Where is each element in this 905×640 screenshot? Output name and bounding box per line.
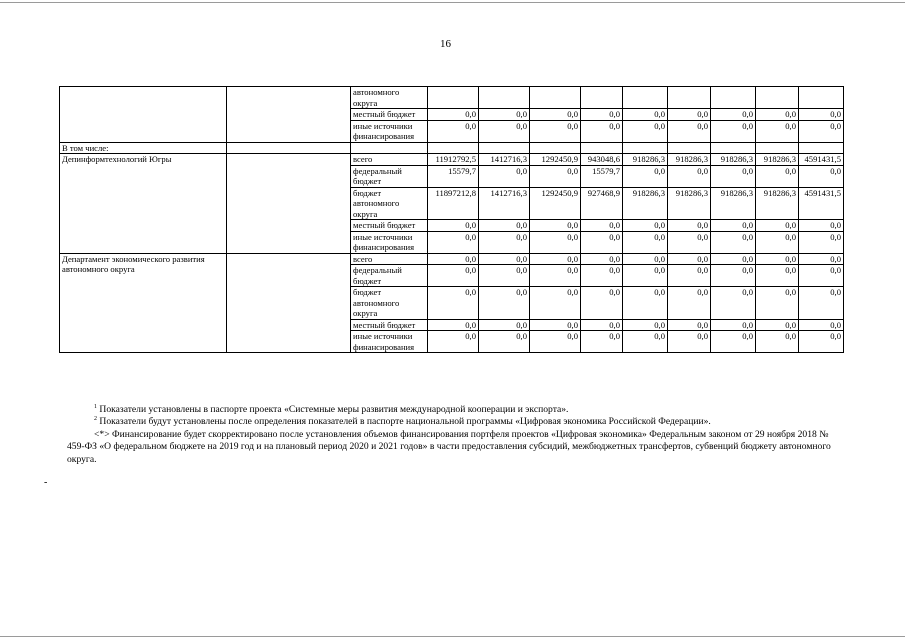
value-cell: 0,0 <box>668 120 711 142</box>
value-cell: 1412716,3 <box>479 154 530 166</box>
blank-cell <box>60 87 227 143</box>
value-cell: 1292450,9 <box>530 187 581 220</box>
value-cell: 0,0 <box>581 109 623 121</box>
footnote-2 <box>67 416 839 428</box>
value-cell: 0,0 <box>799 331 844 353</box>
value-cell <box>668 87 711 109</box>
value-cell: 0,0 <box>756 265 799 287</box>
value-cell: 0,0 <box>711 109 756 121</box>
value-cell: 0,0 <box>756 287 799 320</box>
source-cell: всего <box>351 154 428 166</box>
value-cell: 0,0 <box>428 109 479 121</box>
value-cell: 11912792,5 <box>428 154 479 166</box>
value-cell: 0,0 <box>581 220 623 232</box>
value-cell: 918286,3 <box>668 154 711 166</box>
source-cell: местный бюджет <box>351 319 428 331</box>
blank-cell <box>227 154 351 254</box>
value-cell: 918286,3 <box>756 154 799 166</box>
value-cell: 0,0 <box>623 265 668 287</box>
value-cell <box>530 87 581 109</box>
value-cell: 1412716,3 <box>479 187 530 220</box>
table-row <box>60 253 844 265</box>
value-cell: 0,0 <box>428 287 479 320</box>
value-cell: 0,0 <box>668 287 711 320</box>
value-cell: 0,0 <box>428 231 479 253</box>
financing-table <box>59 86 844 353</box>
blank-cell <box>227 87 351 143</box>
value-cell: 0,0 <box>428 331 479 353</box>
footnote-3 <box>67 429 839 466</box>
value-cell <box>711 87 756 109</box>
blank-cell <box>581 142 623 154</box>
value-cell: 4591431,5 <box>799 154 844 166</box>
value-cell: 943048,6 <box>581 154 623 166</box>
value-cell: 0,0 <box>756 253 799 265</box>
blank-cell <box>668 142 711 154</box>
value-cell: 15579,7 <box>581 165 623 187</box>
page-number: 16 <box>440 38 451 50</box>
value-cell: 0,0 <box>530 231 581 253</box>
value-cell: 0,0 <box>428 120 479 142</box>
value-cell <box>623 87 668 109</box>
value-cell: 0,0 <box>479 265 530 287</box>
value-cell: 0,0 <box>581 253 623 265</box>
value-cell: 918286,3 <box>711 187 756 220</box>
value-cell: 0,0 <box>530 287 581 320</box>
blank-cell <box>530 142 581 154</box>
source-cell: бюджет автономного округа <box>351 187 428 220</box>
value-cell: 0,0 <box>668 319 711 331</box>
value-cell: 0,0 <box>530 253 581 265</box>
in-that-number: В том числе: <box>60 142 227 154</box>
footnote-1 <box>67 404 839 416</box>
value-cell: 918286,3 <box>756 187 799 220</box>
value-cell: 0,0 <box>479 231 530 253</box>
value-cell: 0,0 <box>623 120 668 142</box>
value-cell: 0,0 <box>711 287 756 320</box>
value-cell: 0,0 <box>479 253 530 265</box>
value-cell: 0,0 <box>711 331 756 353</box>
value-cell: 0,0 <box>799 165 844 187</box>
value-cell: 0,0 <box>479 287 530 320</box>
footnote-1-mark: 1 <box>94 404 97 410</box>
value-cell: 918286,3 <box>623 187 668 220</box>
value-cell: 4591431,5 <box>799 187 844 220</box>
executor-name: Департамент экономического развития автономного округа <box>60 253 227 353</box>
value-cell: 918286,3 <box>623 154 668 166</box>
value-cell: 0,0 <box>623 165 668 187</box>
table-row <box>60 142 844 154</box>
value-cell: 0,0 <box>756 331 799 353</box>
value-cell: 0,0 <box>799 265 844 287</box>
blank-cell <box>623 142 668 154</box>
value-cell: 0,0 <box>479 319 530 331</box>
blank-cell <box>756 142 799 154</box>
financing-table-body <box>60 87 844 353</box>
footnotes <box>67 404 839 466</box>
value-cell: 0,0 <box>711 120 756 142</box>
value-cell: 0,0 <box>668 331 711 353</box>
source-cell: федеральный бюджет <box>351 265 428 287</box>
value-cell: 1292450,9 <box>530 154 581 166</box>
value-cell: 0,0 <box>799 231 844 253</box>
value-cell: 0,0 <box>711 165 756 187</box>
value-cell: 0,0 <box>428 319 479 331</box>
value-cell: 0,0 <box>581 331 623 353</box>
value-cell: 0,0 <box>428 253 479 265</box>
value-cell: 0,0 <box>530 109 581 121</box>
value-cell: 0,0 <box>756 165 799 187</box>
value-cell: 0,0 <box>530 220 581 232</box>
value-cell: 0,0 <box>756 231 799 253</box>
value-cell: 0,0 <box>530 265 581 287</box>
value-cell: 0,0 <box>799 287 844 320</box>
value-cell: 918286,3 <box>711 154 756 166</box>
value-cell: 0,0 <box>799 319 844 331</box>
value-cell: 0,0 <box>623 109 668 121</box>
scan-edge-bottom <box>0 636 905 637</box>
margin-mark: - <box>44 477 48 488</box>
value-cell <box>756 87 799 109</box>
value-cell <box>428 87 479 109</box>
value-cell: 0,0 <box>711 253 756 265</box>
blank-cell <box>799 142 844 154</box>
value-cell: 0,0 <box>668 253 711 265</box>
value-cell: 0,0 <box>756 109 799 121</box>
value-cell: 0,0 <box>623 331 668 353</box>
value-cell: 0,0 <box>756 319 799 331</box>
blank-cell <box>227 142 351 154</box>
value-cell: 11897212,8 <box>428 187 479 220</box>
value-cell: 0,0 <box>711 231 756 253</box>
value-cell <box>581 87 623 109</box>
blank-cell <box>351 142 428 154</box>
source-cell: местный бюджет <box>351 109 428 121</box>
table-row <box>60 87 844 109</box>
value-cell: 0,0 <box>428 265 479 287</box>
footnote-1-text: Показатели установлены в паспорте проекта «Системные меры развития международной кооперации и экспорта». <box>99 404 569 415</box>
blank-cell <box>479 142 530 154</box>
value-cell: 0,0 <box>581 287 623 320</box>
source-cell: местный бюджет <box>351 220 428 232</box>
value-cell: 0,0 <box>479 331 530 353</box>
value-cell: 918286,3 <box>668 187 711 220</box>
value-cell: 0,0 <box>756 220 799 232</box>
value-cell: 0,0 <box>479 109 530 121</box>
source-cell: всего <box>351 253 428 265</box>
blank-cell <box>428 142 479 154</box>
source-cell: иные источники финансирования <box>351 120 428 142</box>
value-cell: 0,0 <box>581 120 623 142</box>
value-cell: 0,0 <box>479 120 530 142</box>
blank-cell <box>227 253 351 353</box>
value-cell: 0,0 <box>799 109 844 121</box>
value-cell: 0,0 <box>623 231 668 253</box>
value-cell: 15579,7 <box>428 165 479 187</box>
value-cell: 0,0 <box>623 319 668 331</box>
footnote-3-rest: от 29 ноября 2018 № 459-ФЗ «О федеральном бюджете на 2019 год и на плановый период 2020 и 2021 годов» в части предоставления субсидий, межбюджетных трансфертов, субвенций бюджету автономного округа. <box>67 428 831 465</box>
value-cell: 0,0 <box>623 220 668 232</box>
value-cell: 0,0 <box>581 231 623 253</box>
value-cell: 0,0 <box>668 109 711 121</box>
footnote-2-mark: 2 <box>94 416 97 423</box>
value-cell: 0,0 <box>530 331 581 353</box>
value-cell: 0,0 <box>756 120 799 142</box>
value-cell: 0,0 <box>668 165 711 187</box>
value-cell: 0,0 <box>668 231 711 253</box>
value-cell: 0,0 <box>581 265 623 287</box>
value-cell: 0,0 <box>799 253 844 265</box>
source-cell: иные источники финансирования <box>351 331 428 353</box>
value-cell: 0,0 <box>428 220 479 232</box>
source-cell: бюджет автономного округа <box>351 287 428 320</box>
executor-name: Депинформтехнологий Югры <box>60 154 227 254</box>
footnote-2-text: Показатели будут установлены после определения показателей в паспорте национальной программы «Цифровая экономика Российской Федерации». <box>99 416 711 428</box>
source-cell: автономного округа <box>351 87 428 109</box>
value-cell: 0,0 <box>479 220 530 232</box>
scan-edge-top <box>0 2 905 3</box>
table-row <box>60 154 844 166</box>
value-cell: 0,0 <box>799 120 844 142</box>
value-cell <box>479 87 530 109</box>
value-cell: 0,0 <box>581 319 623 331</box>
value-cell: 0,0 <box>711 319 756 331</box>
blank-cell <box>711 142 756 154</box>
source-cell: федеральный бюджет <box>351 165 428 187</box>
value-cell: 0,0 <box>530 165 581 187</box>
source-cell: иные источники финансирования <box>351 231 428 253</box>
value-cell: 0,0 <box>711 220 756 232</box>
value-cell <box>799 87 844 109</box>
value-cell: 0,0 <box>623 253 668 265</box>
value-cell: 0,0 <box>668 265 711 287</box>
footnote-3-first: <*> Финансирование будет скорректировано после установления объемов финансирования портфеля проектов «Цифровая экономика» Федеральным законом <box>94 428 742 440</box>
value-cell: 927468,9 <box>581 187 623 220</box>
value-cell: 0,0 <box>530 319 581 331</box>
value-cell: 0,0 <box>668 220 711 232</box>
value-cell: 0,0 <box>623 287 668 320</box>
value-cell: 0,0 <box>711 265 756 287</box>
value-cell: 0,0 <box>530 120 581 142</box>
value-cell: 0,0 <box>799 220 844 232</box>
value-cell: 0,0 <box>479 165 530 187</box>
